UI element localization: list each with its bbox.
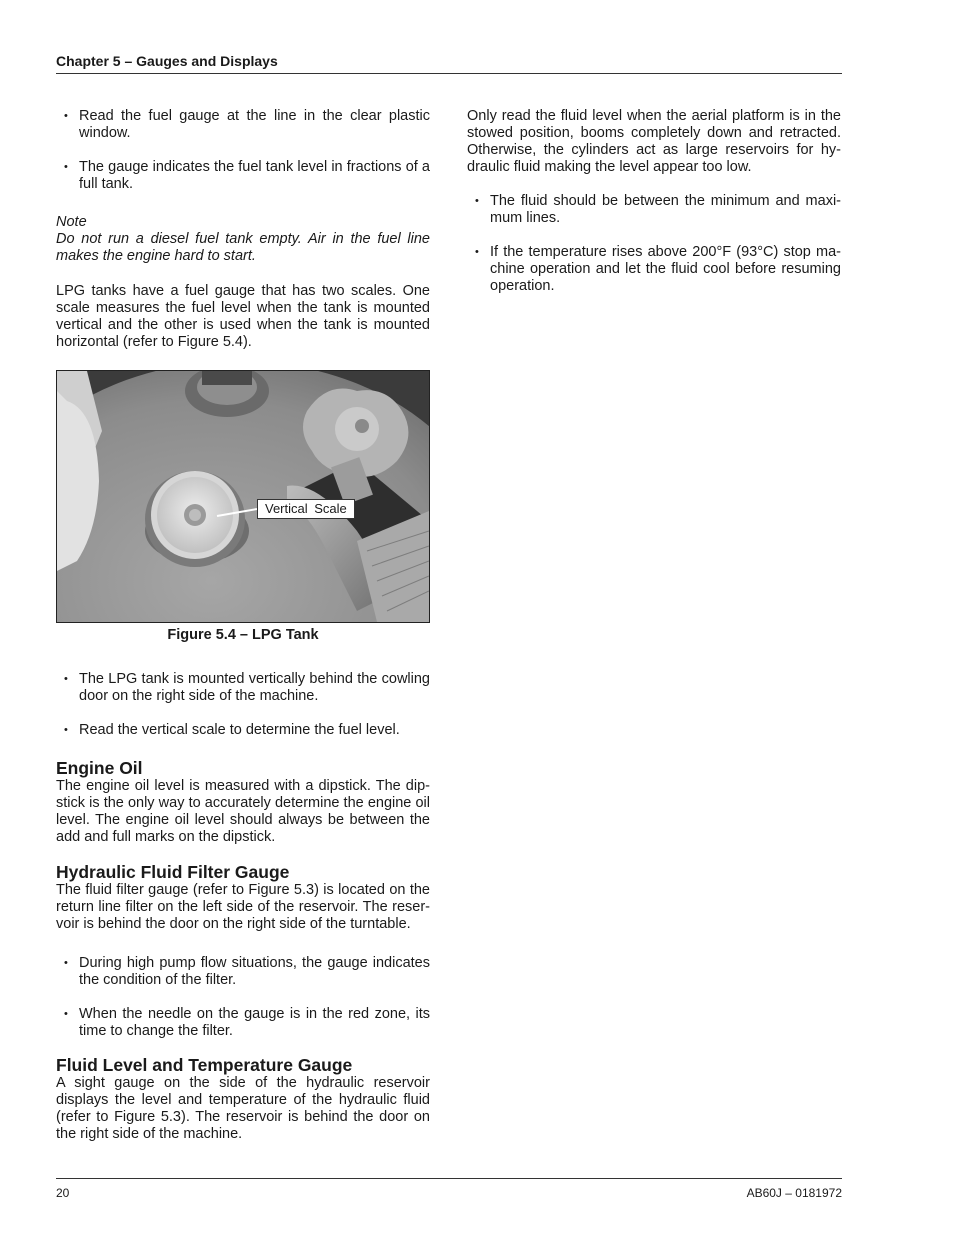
lpg-tank-photo (57, 371, 429, 622)
lpg-bullets (56, 671, 430, 739)
lpg-paragraph: LPG tanks have a fuel gauge that has two scales. One scale measures the fuel level when the tank is mounted vertical and the other is used when the tank is mounted horizontal (refer to Figure 5.4). (56, 283, 430, 350)
lpg-tank-figure (56, 370, 430, 623)
page-number: 20 (56, 1186, 70, 1200)
list-item: • Read the fuel gauge at the line in the clear plastic window. (56, 108, 430, 142)
filter-gauge-bullets (56, 955, 430, 1040)
temp-gauge-heading: Fluid Level and Temperature Gauge (56, 1055, 353, 1075)
note-label: Note (56, 214, 87, 230)
engine-oil-heading: Engine Oil (56, 758, 143, 778)
engine-oil-body: The engine oil level is measured with a dipstick. The dip-stick is the only way to accurately determine the engine oil level. The engine oil level should always be between the add and full marks on the dipstick. (56, 778, 430, 845)
list-item: • If the temperature rises above 200°F (93°C) stop ma-chine operation and let the fluid cool before resuming operation. (467, 244, 841, 295)
list-item: • When the needle on the gauge is in the red zone, its time to change the filter. (56, 1006, 430, 1040)
filter-gauge-body: The fluid filter gauge (refer to Figure 5.3) is located on the return line filter on the left side of the reservoir. The reser-voir is behind the door on the right side of the turntable. (56, 882, 430, 932)
header-rule (56, 73, 842, 74)
temp-gauge-body: A sight gauge on the side of the hydraulic reservoir displays the level and temperature of the hydraulic fluid (refer to Figure 5.3). The reservoir is behind the door on the right side of the machine. (56, 1075, 430, 1142)
note-text: Do not run a diesel fuel tank empty. Air in the fuel line makes the engine hard to start. (56, 231, 430, 264)
fluid-level-paragraph: Only read the fluid level when the aerial platform is in the stowed position, booms completely down and retracted. Otherwise, the cylinders act as large reservoirs for hy-draulic fluid making the level appear too low. (467, 108, 841, 175)
chapter-header: Chapter 5 – Gauges and Displays (56, 53, 278, 69)
right-column (467, 108, 841, 295)
fluid-level-bullets (467, 193, 841, 295)
list-item: • During high pump flow situations, the gauge indicates the condition of the filter. (56, 955, 430, 989)
footer-rule (56, 1178, 842, 1179)
fuel-gauge-bullets (56, 108, 430, 193)
figure-caption: Figure 5.4 – LPG Tank (167, 627, 319, 643)
list-item: • The gauge indicates the fuel tank level in fractions of a full tank. (56, 159, 430, 193)
document-id: AB60J – 0181972 (746, 1186, 842, 1200)
vertical-scale-callout: Vertical Scale (257, 499, 355, 519)
left-column (56, 108, 430, 1143)
list-item: • The fluid should be between the minimum and maxi-mum lines. (467, 193, 841, 227)
list-item: • The LPG tank is mounted vertically behind the cowling door on the right side of the machine. (56, 671, 430, 705)
list-item: • Read the vertical scale to determine the fuel level. (56, 722, 430, 739)
filter-gauge-heading: Hydraulic Fluid Filter Gauge (56, 862, 290, 882)
